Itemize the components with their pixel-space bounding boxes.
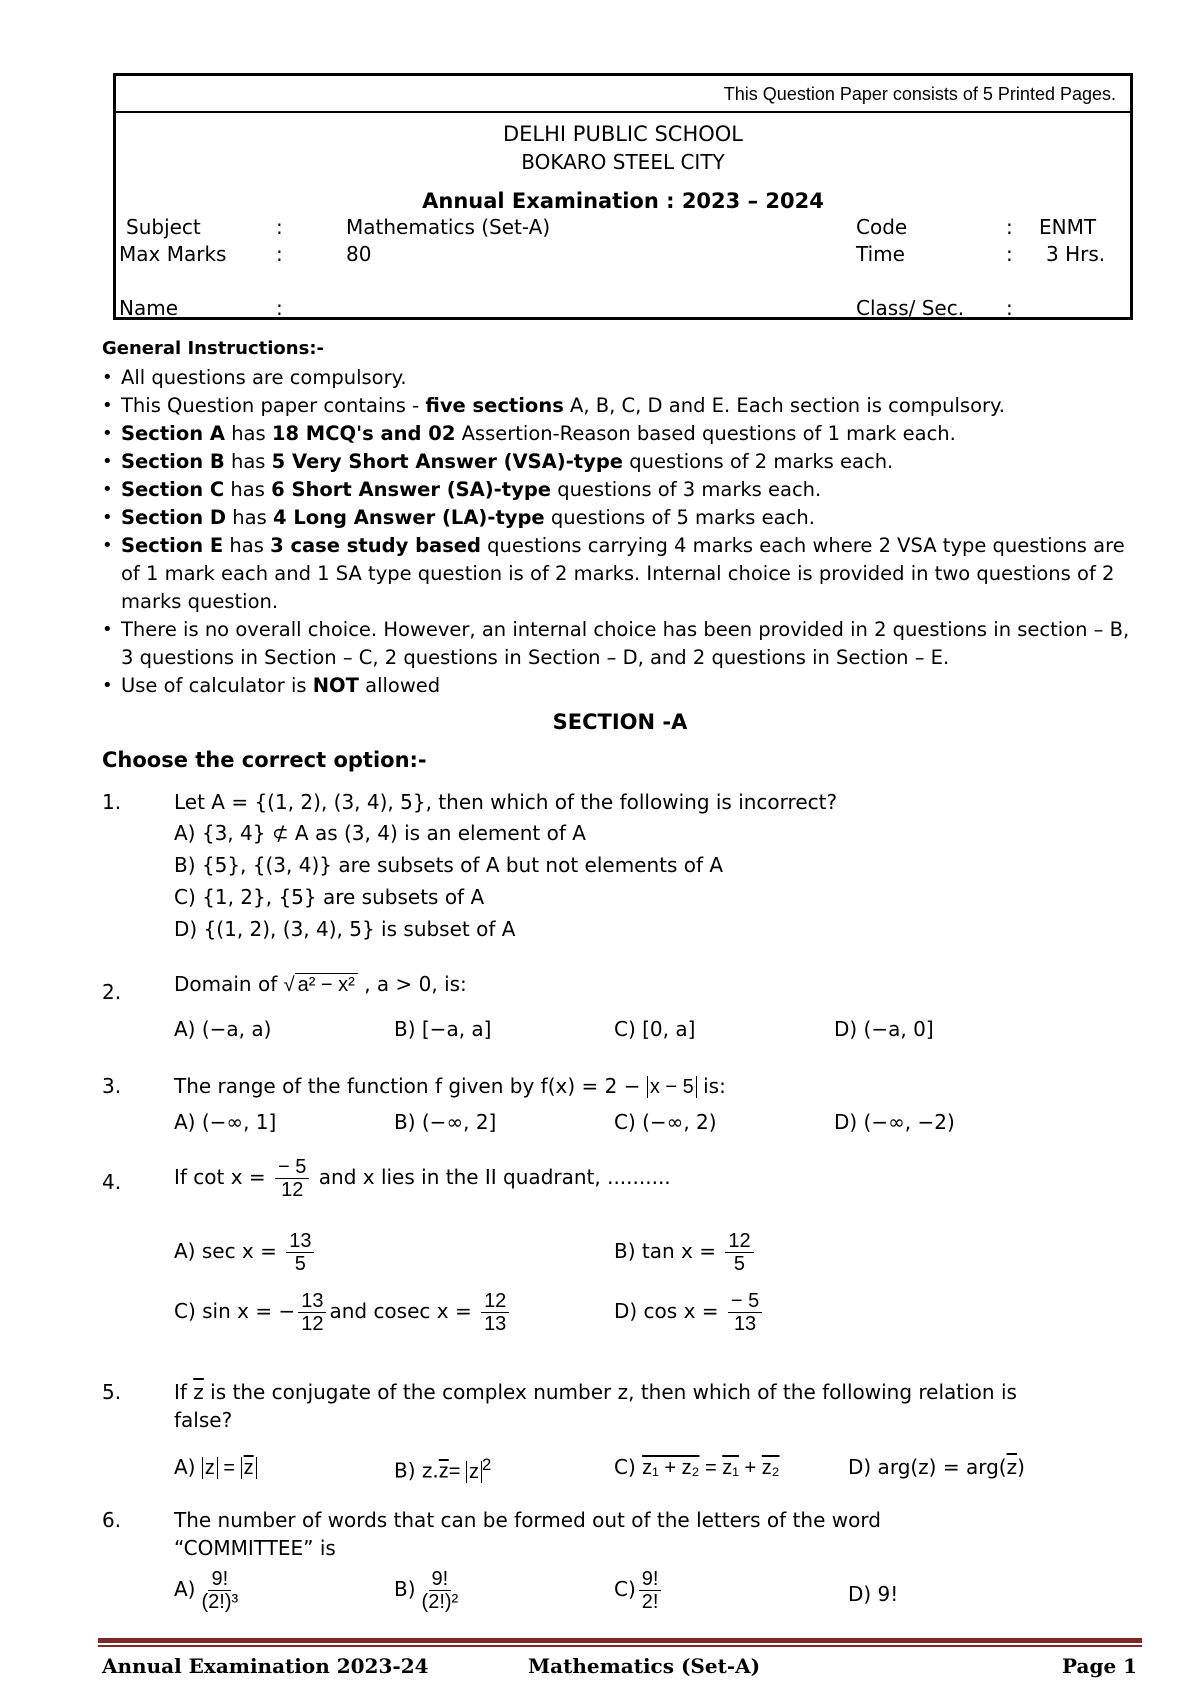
fraction-numerator: 9! [639,1568,662,1591]
name-colon: : [276,296,283,320]
fraction-denominator: 5 [294,1253,306,1275]
q5-line1 [174,1380,1017,1404]
subject-label: Subject [126,215,201,239]
q4-option-c [174,1290,512,1335]
q3-abs: x − 5 [647,1076,697,1098]
code-colon: : [1006,215,1013,239]
q3-option-c: C) (−∞, 2) [614,1110,717,1134]
q4-option-d-fraction [728,1290,762,1335]
q4-text-pre: If cot x = [174,1165,273,1189]
subject-colon: : [276,215,283,239]
section-a-title: SECTION -A [552,710,688,734]
q1-option-d: D) {(1, 2), (3, 4), 5} is subset of A [174,917,516,941]
instruction-item [102,672,1142,700]
q6-option-c [614,1568,664,1613]
q5-option-a-abs-z: z [202,1457,218,1479]
school-name: DELHI PUBLIC SCHOOL [502,122,743,146]
fraction-denominator: 13 [733,1313,757,1335]
instruction-bold: Section A [121,422,225,445]
q2-text-post: , a > 0, is: [357,972,467,996]
instruction-bold: Section D [121,506,227,529]
q6-line1: The number of words that can be formed out of the letters of the word [174,1508,881,1532]
instruction-item [102,420,1142,448]
instruction-text: There is no overall choice. However, an internal choice has been provided in 2 questions in section – B, 3 questions in Section – C, 2 questions in Section – D, and 2 questions in Section – E. [121,618,1130,669]
q5-line1-post: is the conjugate of the complex number z, then which of the following relation is [203,1380,1017,1404]
fraction-denominator: 5 [733,1253,746,1275]
q4-option-a-text: A) sec x = [174,1239,284,1263]
q6-option-d: D) 9! [848,1582,899,1606]
instruction-text: questions of 5 marks each. [544,506,815,529]
fraction-denominator: (2!)² [421,1591,459,1613]
q4-option-c-fraction [298,1290,326,1335]
q4-option-c-text: C) sin x = − [174,1299,296,1323]
instruction-item [102,364,1142,392]
fraction-denominator: 2! [641,1591,659,1613]
q4-text-post: and x lies in the II quadrant, .......... [312,1165,671,1189]
q4-option-b-text: B) tan x = [614,1239,723,1263]
q5-option-b-abs: z [466,1461,482,1483]
time-label: Time [856,242,905,266]
footer-rule-thick [98,1638,1142,1643]
instruction-text: questions of 3 marks each. [551,478,822,501]
q5-option-c-z1: z₁ [722,1457,739,1479]
q5-option-b [394,1455,491,1484]
q3-text-post: is: [696,1074,726,1098]
q5-option-c-label: C) [614,1455,643,1479]
q5-option-c [614,1455,780,1480]
q2-text [174,972,467,997]
school-city: BOKARO STEEL CITY [521,150,725,174]
footer-center: Mathematics (Set-A) [528,1654,761,1678]
fraction-numerator: − 5 [275,1156,309,1179]
max-marks-value: 80 [346,242,372,266]
name-label: Name [119,296,179,320]
code-label: Code [856,215,908,239]
q4-option-d-text: D) cos x = [614,1299,725,1323]
q5-line1-pre: If [174,1380,194,1404]
q5-option-d-post: ) [1017,1455,1025,1479]
q4-option-b-fraction [725,1230,753,1275]
max-marks-label: Max Marks [119,242,227,266]
instruction-text: allowed [358,674,441,697]
max-marks-colon: : [276,242,283,266]
q4-option-c-fraction-2 [481,1290,509,1335]
q4-option-b [614,1230,757,1275]
q5-option-c-z2: z₂ [761,1457,780,1479]
instruction-item [102,616,1142,672]
instruction-bold: Section E [121,534,224,557]
q4-option-d [614,1290,765,1335]
class-sec-label: Class/ Sec. [856,296,965,320]
instruction-text: All questions are compulsory. [121,366,407,389]
fraction-numerator: − 5 [728,1290,762,1313]
general-instructions-title: General Instructions:- [102,338,324,359]
fraction-numerator: 12 [725,1230,753,1253]
exam-title: Annual Examination : 2023 – 2024 [422,189,824,213]
q2-text-pre: Domain of [174,972,284,996]
q6-option-a [174,1568,244,1613]
q3-option-a: A) (−∞, 1] [174,1110,277,1134]
q2-number: 2. [102,980,122,1004]
q1-option-c: C) {1, 2}, {5} are subsets of A [174,885,485,909]
q1-option-b: B) {5}, {(3, 4)} are subsets of A but not elements of A [174,853,724,877]
q4-option-c-mid: and cosec x = [329,1299,479,1323]
printed-pages-note: This Question Paper consists of 5 Printed Pages. [116,76,1130,113]
fraction-denominator: 12 [301,1313,324,1335]
q5-option-b-sup: 2 [482,1455,492,1474]
q5-option-d [848,1455,1025,1479]
instruction-bold: five sections [425,394,564,417]
q5-line2: false? [174,1408,233,1432]
q2-option-a: A) (−a, a) [174,1017,272,1041]
instruction-text: This Question paper contains - [121,394,426,417]
q6-option-b-fraction [419,1568,462,1613]
q5-option-b-label: B) z. [394,1458,439,1483]
q5-option-d-zbar: $\overline{z}$ [1006,1455,1018,1479]
q5-option-c-eq: = [699,1457,723,1479]
q5-option-c-lhs: z₁ + z₂ [642,1457,700,1479]
q4-text [174,1156,671,1201]
fraction-numerator: 9! [429,1568,452,1591]
q5-zbar: $\overline{z}$ [193,1380,204,1404]
q5-option-a-label: A) [174,1455,202,1479]
q5-option-d-pre: D) arg(z) = arg( [848,1455,1007,1479]
fraction-denominator: 13 [484,1313,507,1335]
time-value: 3 Hrs. [1046,242,1106,266]
instruction-bold: 6 Short Answer (SA)-type [271,478,551,501]
subject-value: Mathematics (Set-A) [346,215,551,239]
q5-option-a-abs-zbar [241,1457,257,1479]
instruction-text: questions of 2 marks each. [623,450,894,473]
fraction-numerator: 9! [208,1568,231,1591]
q2-option-b: B) [−a, a] [394,1017,492,1041]
instruction-bold: 3 case study based [270,534,481,557]
q6-option-c-label: C) [614,1577,636,1601]
fraction-numerator: 13 [298,1290,326,1313]
instruction-bold: 4 Long Answer (LA)-type [272,506,545,529]
instruction-text: has [225,422,272,445]
code-value: ENMT [1039,215,1097,239]
q4-option-a-fraction [286,1230,314,1275]
q5-option-a-zbar: $\overline{z}$ [243,1457,254,1479]
class-sec-colon: : [1006,296,1013,320]
q5-option-b-zbar: $\overline{z}$ [438,1460,449,1483]
instruction-item [102,532,1142,616]
instruction-bold: Section B [121,450,225,473]
fraction-denominator: (2!)³ [201,1591,239,1613]
instruction-bold: 5 Very Short Answer (VSA)-type [271,450,624,473]
instruction-item [102,476,1142,504]
instruction-bold: Section C [121,478,225,501]
q6-line2: “COMMITTEE” is [174,1536,336,1560]
q1-number: 1. [102,790,122,814]
instruction-bold: NOT [312,674,359,697]
q5-number: 5. [102,1380,122,1404]
footer-page-number: Page 1 [1062,1654,1138,1678]
q3-text-pre: The range of the function f given by f(x) = 2 − [174,1074,647,1098]
instruction-bold: 18 MCQ's and 02 [271,422,456,445]
q3-option-b: B) (−∞, 2] [394,1110,497,1134]
q5-option-c-plus: + [738,1457,762,1479]
instruction-text: Use of calculator is [121,674,313,697]
instruction-text: has [224,478,272,501]
instruction-text: has [224,450,272,473]
q5-option-b-eq: = [448,1460,466,1483]
q6-option-a-label: A) [174,1577,196,1601]
header-box [113,73,1133,320]
q6-option-b-label: B) [394,1577,416,1601]
footer-left: Annual Examination 2023-24 [102,1654,429,1678]
q2-option-c: C) [0, a] [614,1017,696,1041]
fraction-denominator: 12 [281,1179,304,1201]
q4-option-a [174,1230,317,1275]
instruction-text: questions carrying 4 marks each where 2 VSA type questions are of 1 mark each and 1 SA type question is of 2 marks. Internal choice is provided in two questions of 2 marks question. [121,534,1125,613]
instruction-text: A, B, C, D and E. Each section is compulsory. [563,394,1005,417]
instruction-text: has [223,534,271,557]
fraction-numerator: 13 [286,1230,314,1253]
choose-correct-option: Choose the correct option:- [102,748,427,772]
q6-option-b [394,1568,464,1613]
q5-option-a [174,1455,257,1480]
q6-number: 6. [102,1508,122,1532]
q4-fraction [275,1156,309,1201]
instructions-list [102,364,1142,700]
q2-option-d: D) (−a, 0] [834,1017,934,1041]
q3-number: 3. [102,1074,122,1098]
q3-text [174,1074,726,1099]
q4-number: 4. [102,1170,122,1194]
q6-option-a-fraction [198,1568,241,1613]
instruction-item [102,448,1142,476]
q1-text: Let A = {(1, 2), (3, 4), 5}, then which of the following is incorrect? [174,790,838,814]
q2-radicand: a² − x² [295,973,358,996]
q6-option-c-fraction [639,1568,662,1613]
instruction-text: has [226,506,273,529]
q5-option-a-eq: = [217,1457,241,1479]
footer-rule-thin [98,1645,1142,1647]
instruction-text: Assertion-Reason based questions of 1 mark each. [455,422,956,445]
time-colon: : [1006,242,1013,266]
instruction-item [102,504,1142,532]
q3-option-d: D) (−∞, −2) [834,1110,955,1134]
q1-option-a: A) {3, 4} ⊄ A as (3, 4) is an element of A [174,821,586,845]
sqrt-symbol-icon: √ [283,974,295,996]
instruction-item [102,392,1142,420]
fraction-numerator: 12 [481,1290,509,1313]
